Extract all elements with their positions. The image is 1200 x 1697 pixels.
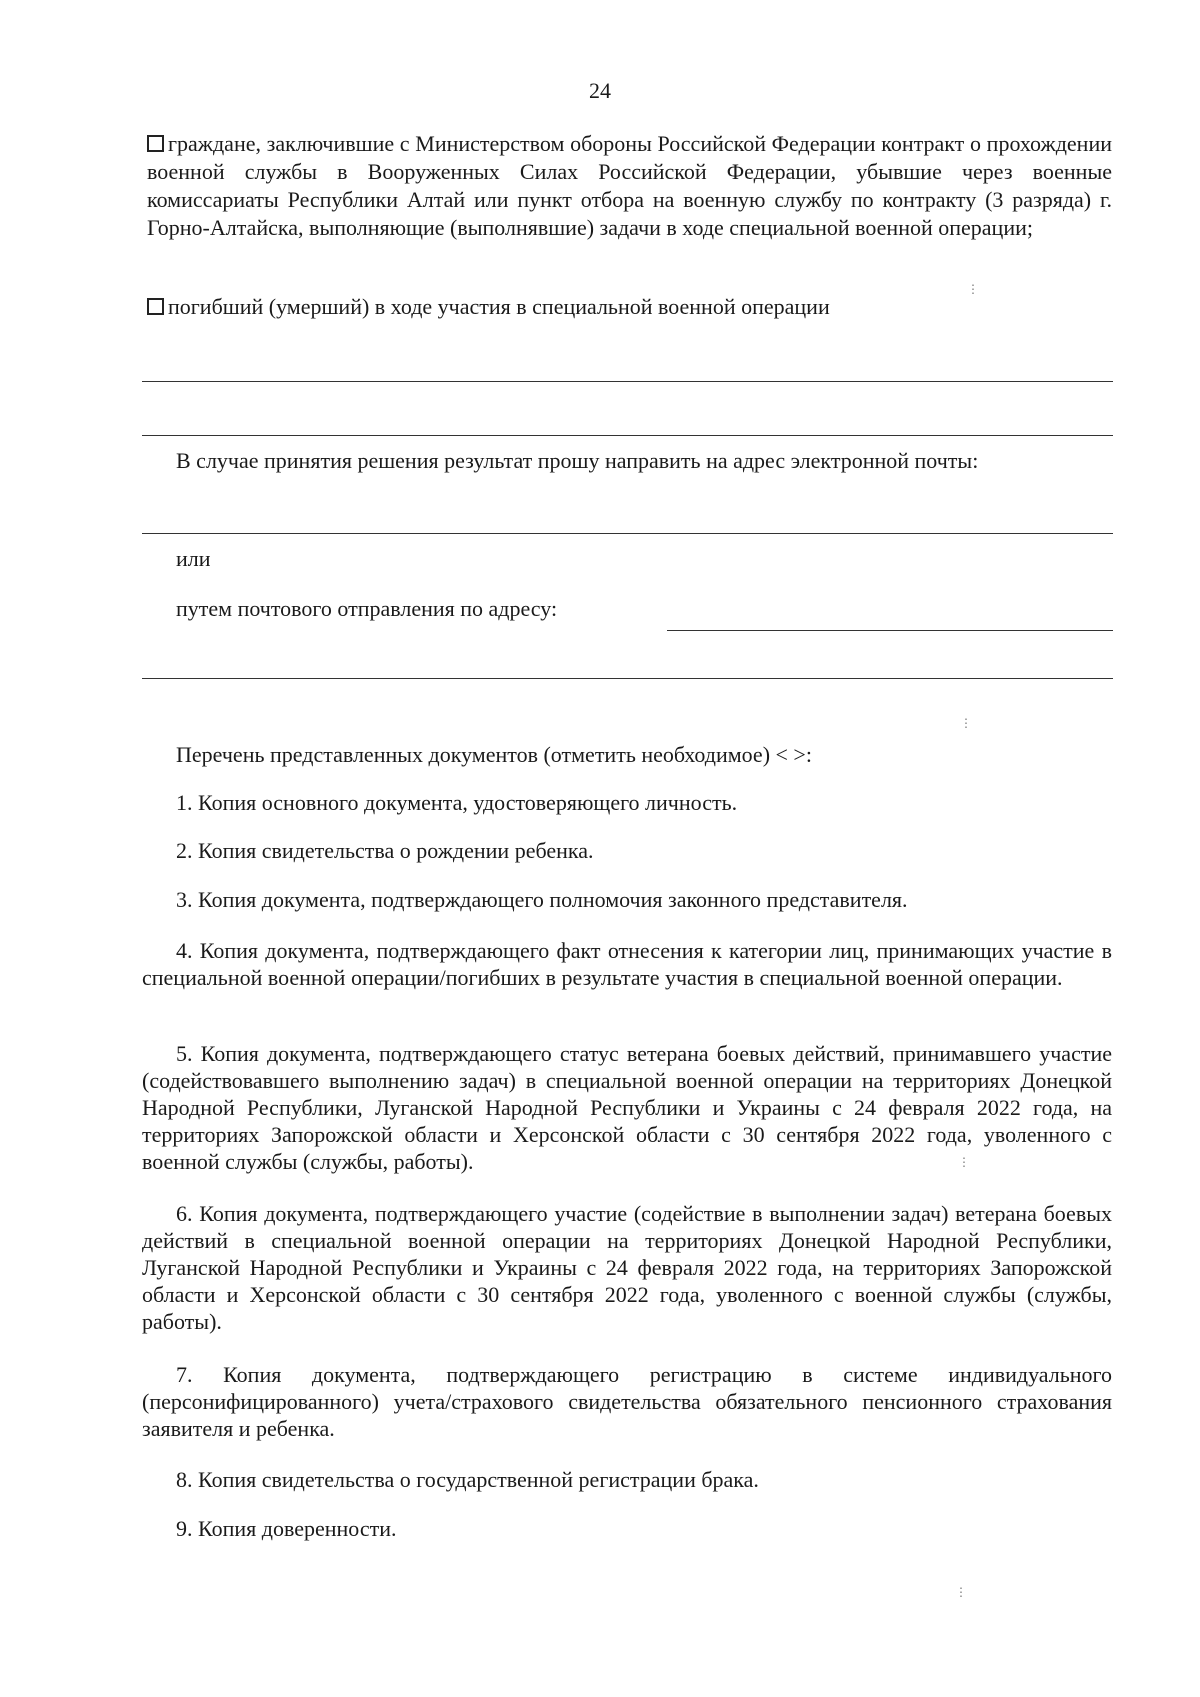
document-list-item: 5. Копия документа, подтверждающего статус ветерана боевых действий, принимавшего участие (содействовавшего выполнению задач) в специальной военной операции на территориях Донецкой Народной Республики, Луганской Народной Республики и Украины с 24 февраля 2022 года, на территориях Запорожской области и Херсонской области с 30 сентября 2022 года, уволенного с военной службы (службы, работы). bbox=[142, 1041, 1112, 1174]
document-list-item: 4. Копия документа, подтверждающего факт отнесения к категории лиц, принимающих участие в специальной военной операции/погибших в результате участия в специальной военной операции. bbox=[142, 938, 1112, 990]
documents-heading: Перечень представленных документов (отметить необходимое) < >: bbox=[176, 742, 812, 767]
or-label: или bbox=[176, 546, 211, 571]
document-list-item: 1. Копия основного документа, удостоверяющего личность. bbox=[176, 790, 738, 815]
blank-line[interactable] bbox=[142, 435, 1113, 436]
email-blank-line[interactable] bbox=[142, 533, 1113, 534]
document-list-item: 7. Копия документа, подтверждающего регистрацию в системе индивидуального (персонифицированного) учета/страхового свидетельства обязательного пенсионного страхования заявителя и ребенка. bbox=[142, 1362, 1112, 1441]
scan-speck: ⋮ bbox=[967, 282, 979, 296]
postal-blank-line-2[interactable] bbox=[142, 678, 1113, 679]
page-number: 24 bbox=[589, 78, 611, 103]
checkbox-row-deceased[interactable] bbox=[147, 293, 1112, 321]
scan-speck: ⋮ bbox=[955, 1585, 967, 1599]
document-list-item: 6. Копия документа, подтверждающего участие (содействие в выполнении задач) ветерана боевых действий в специальной военной операции на территориях Донецкой Народной Республики, Луганской Народной Республики и Украины с 24 февраля 2022 года, на территориях Запорожской области и Херсонской области с 30 сентября 2022 года, уволенного с военной службы (службы, работы). bbox=[142, 1201, 1112, 1334]
scan-speck: ⋮ bbox=[958, 1155, 970, 1169]
checkbox-icon[interactable] bbox=[147, 135, 164, 152]
checkbox-icon[interactable] bbox=[147, 298, 164, 315]
document-list-item: 8. Копия свидетельства о государственной регистрации брака. bbox=[176, 1467, 759, 1492]
document-list-item: 3. Копия документа, подтверждающего полномочия законного представителя. bbox=[176, 887, 908, 912]
checkbox-label: погибший (умерший) в ходе участия в специальной военной операции bbox=[168, 294, 830, 319]
checkbox-label: граждане, заключившие с Министерством обороны Российской Федерации контракт о прохождении военной службы в Вооруженных Силах Российской Федерации, убывшие через военные комиссариаты Республики Алтай или пункт отбора на военную службу по контракту (3 разряда) г. Горно-Алтайска, выполняющие (выполнявшие) задачи в ходе специальной военной операции; bbox=[147, 131, 1112, 240]
postal-blank-line[interactable] bbox=[667, 630, 1113, 631]
scan-speck: ⋮ bbox=[960, 716, 972, 730]
document-list-item: 2. Копия свидетельства о рождении ребенка. bbox=[176, 838, 594, 863]
blank-line[interactable] bbox=[142, 381, 1113, 382]
postal-delivery-label: путем почтового отправления по адресу: bbox=[176, 596, 558, 621]
document-list-item: 9. Копия доверенности. bbox=[176, 1516, 397, 1541]
checkbox-row-contract-servicemen[interactable] bbox=[147, 130, 1112, 242]
email-delivery-label: В случае принятия решения результат прошу направить на адрес электронной почты: bbox=[176, 448, 979, 473]
